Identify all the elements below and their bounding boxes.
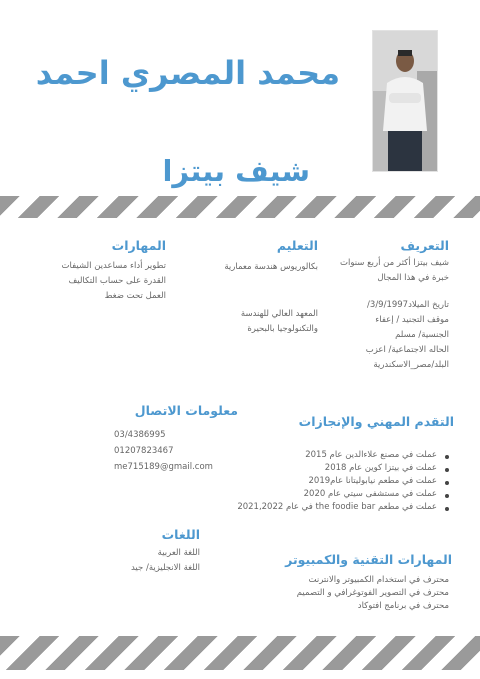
contact-mobile: 01207823467 — [114, 446, 174, 456]
contact-heading: معلومات الاتصال — [134, 403, 238, 418]
about-heading: التعريف — [400, 238, 449, 253]
contact-phone: 03/4386995 — [114, 430, 166, 440]
about-summary-line: شيف بيتزا أكثر من أربع سنوات — [339, 258, 449, 268]
detail-military-status: موقف التجنيد / إعفاء — [375, 315, 449, 325]
about-summary — [340, 256, 449, 286]
education-heading: التعليم — [276, 238, 318, 253]
chef-portrait-image — [373, 31, 438, 172]
skill-item: تطوير أداء مساعدين الشيفات — [61, 261, 166, 271]
education-institute-line: المعهد العالي للهندسة — [240, 309, 318, 319]
education-institute — [241, 307, 318, 337]
experience-heading: التقدم المهني والإنجازات — [298, 414, 454, 429]
education-institute-line: والتكنولوجيا بالبحيرة — [247, 324, 318, 334]
languages-heading: اللغات — [161, 527, 200, 542]
tech-skill-item: محترف في برنامج افتوكاد — [357, 601, 449, 611]
detail-country: البلد/مصر_الاسكندرية — [373, 360, 449, 370]
experience-item: عملت في مطعم the foodie bar في عام 2021,2022 — [237, 501, 449, 514]
skill-item: القدرة على حساب التكاليف — [68, 276, 166, 286]
language-item: اللغة الانجليزية/ جيد — [130, 563, 200, 573]
experience-item: عملت في مصنع علاءالدين عام 2015 — [237, 449, 449, 462]
experience-list — [237, 449, 449, 514]
decorative-stripe-band-top — [0, 196, 480, 218]
personal-details — [366, 298, 449, 373]
skills-list — [62, 259, 166, 304]
experience-item: عملت في مطعم نيابوليتانا عام2019 — [237, 475, 449, 488]
experience-item: عملت في بيتزا كوين عام 2018 — [237, 462, 449, 475]
experience-item: عملت في مستشفى سيتي عام 2020 — [237, 488, 449, 501]
person-name: محمد المصري احمد — [35, 54, 340, 92]
decorative-stripe-band-bottom — [0, 636, 480, 670]
detail-birthdate: تاريخ الميلاد3/9/1997/ — [367, 300, 449, 310]
detail-marital-status: الحاله الاجتماعية/ اعزب — [365, 345, 449, 355]
profile-photo — [372, 30, 438, 172]
contact-email: me715189@gmail.com — [114, 462, 213, 472]
language-item: اللغة العربية — [157, 548, 200, 558]
contact-details — [114, 427, 213, 475]
tech-skill-item: محترف في التصوير الفوتوغرافي و التصميم — [296, 588, 449, 598]
tech-skills-heading: المهارات التقنية والكمبيوتر — [285, 552, 452, 567]
skill-item: العمل تحت ضغط — [104, 291, 166, 301]
skills-heading: المهارات — [111, 238, 166, 253]
tech-skills-list — [297, 574, 449, 613]
about-summary-line: خبرة في هذا المجال — [377, 273, 449, 283]
job-title: شيف بيتزا — [162, 154, 310, 188]
education-degree: بكالوريوس هندسة معمارية — [224, 262, 318, 272]
detail-religion: الجنسية/ مسلم — [395, 330, 449, 340]
languages-list — [131, 546, 200, 576]
tech-skill-item: محترف في استخدام الكمبيوتر والانترنت — [308, 575, 449, 585]
